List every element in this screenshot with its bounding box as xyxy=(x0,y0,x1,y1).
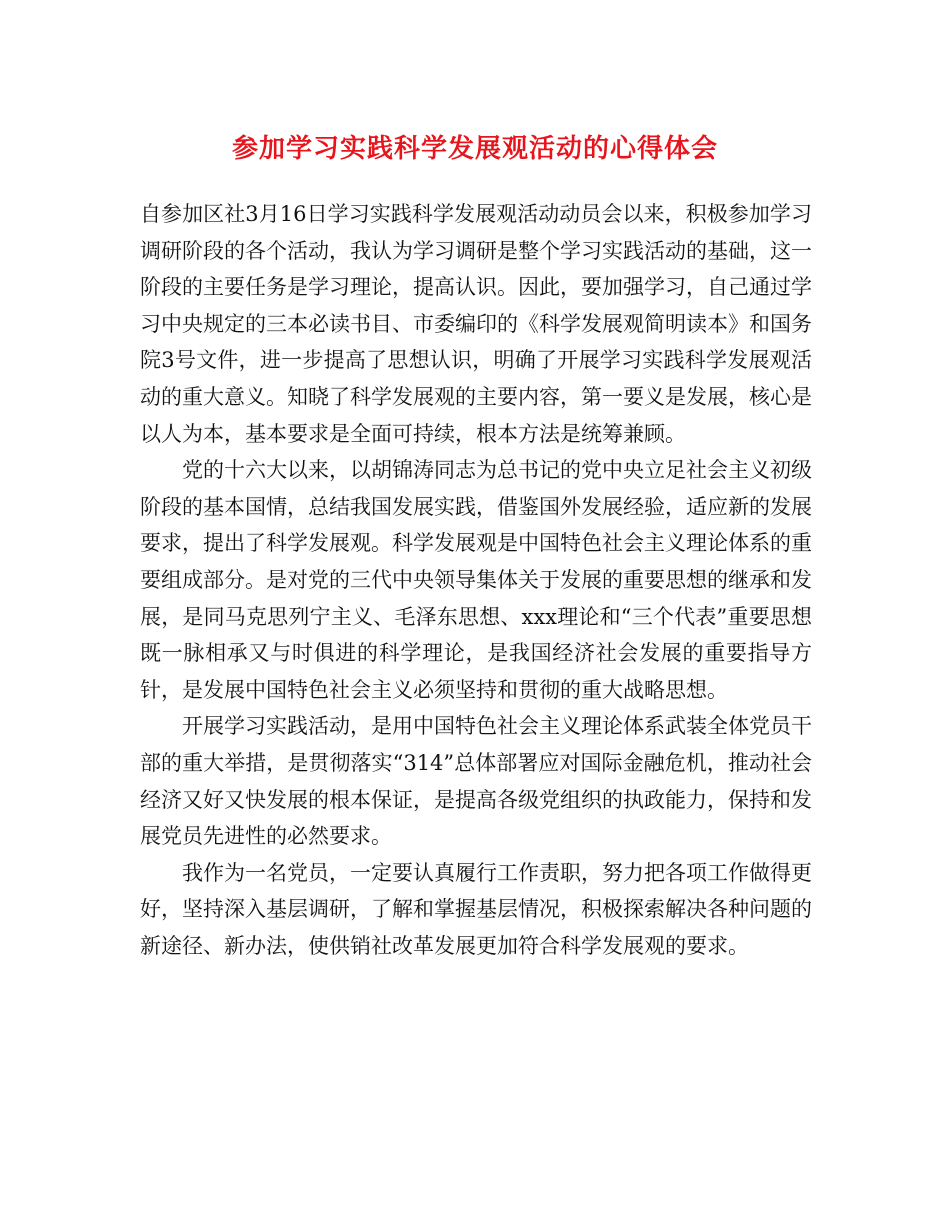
paragraph-1: 自参加区社3月16日学习实践科学发展观活动动员会以来，积极参加学习调研阶段的各个活动，我认为学习调研是整个学习实践活动的基础，这一阶段的主要任务是学习理论，提高认识。因此，要加强学习，自己通过学习中央规定的三本必读书目、市委编印的《科学发展观简明读本》和国务院3号文件，进一步提高了思想认识，明确了开展学习实践科学发展观活动的重大意义。知晓了科学发展观的主要内容，第一要义是发展，核心是以人为本，基本要求是全面可持续，根本方法是统筹兼顾。 xyxy=(140,202,812,446)
paragraph-4: 我作为一名党员，一定要认真履行工作责职，努力把各项工作做得更好，坚持深入基层调研，了解和掌握基层情况，积极探索解决各种问题的新途径、新办法，使供销社改革发展更加符合科学发展观的要求。 xyxy=(140,860,812,958)
document-title: 参加学习实践科学发展观活动的心得体会 xyxy=(231,134,718,164)
document-body xyxy=(140,196,812,964)
paragraph-2: 党的十六大以来，以胡锦涛同志为总书记的党中央立足社会主义初级阶段的基本国情，总结我国发展实践，借鉴国外发展经验，适应新的发展要求，提出了科学发展观。科学发展观是中国特色社会主义理论体系的重要组成部分。是对党的三代中央领导集体关于发展的重要思想的继承和发展，是同马克思列宁主义、毛泽东思想、xxx理论和“三个代表”重要思想既一脉相承又与时俱进的科学理论，是我国经济社会发展的重要指导方针，是发展中国特色社会主义必须坚持和贯彻的重大战略思想。 xyxy=(140,458,812,702)
paragraph-3: 开展学习实践活动，是用中国特色社会主义理论体系武装全体党员干部的重大举措，是贯彻落实“314”总体部署应对国际金融危机，推动社会经济又好又快发展的根本保证，是提高各级党组织的执政能力，保持和发展党员先进性的必然要求。 xyxy=(140,714,812,849)
